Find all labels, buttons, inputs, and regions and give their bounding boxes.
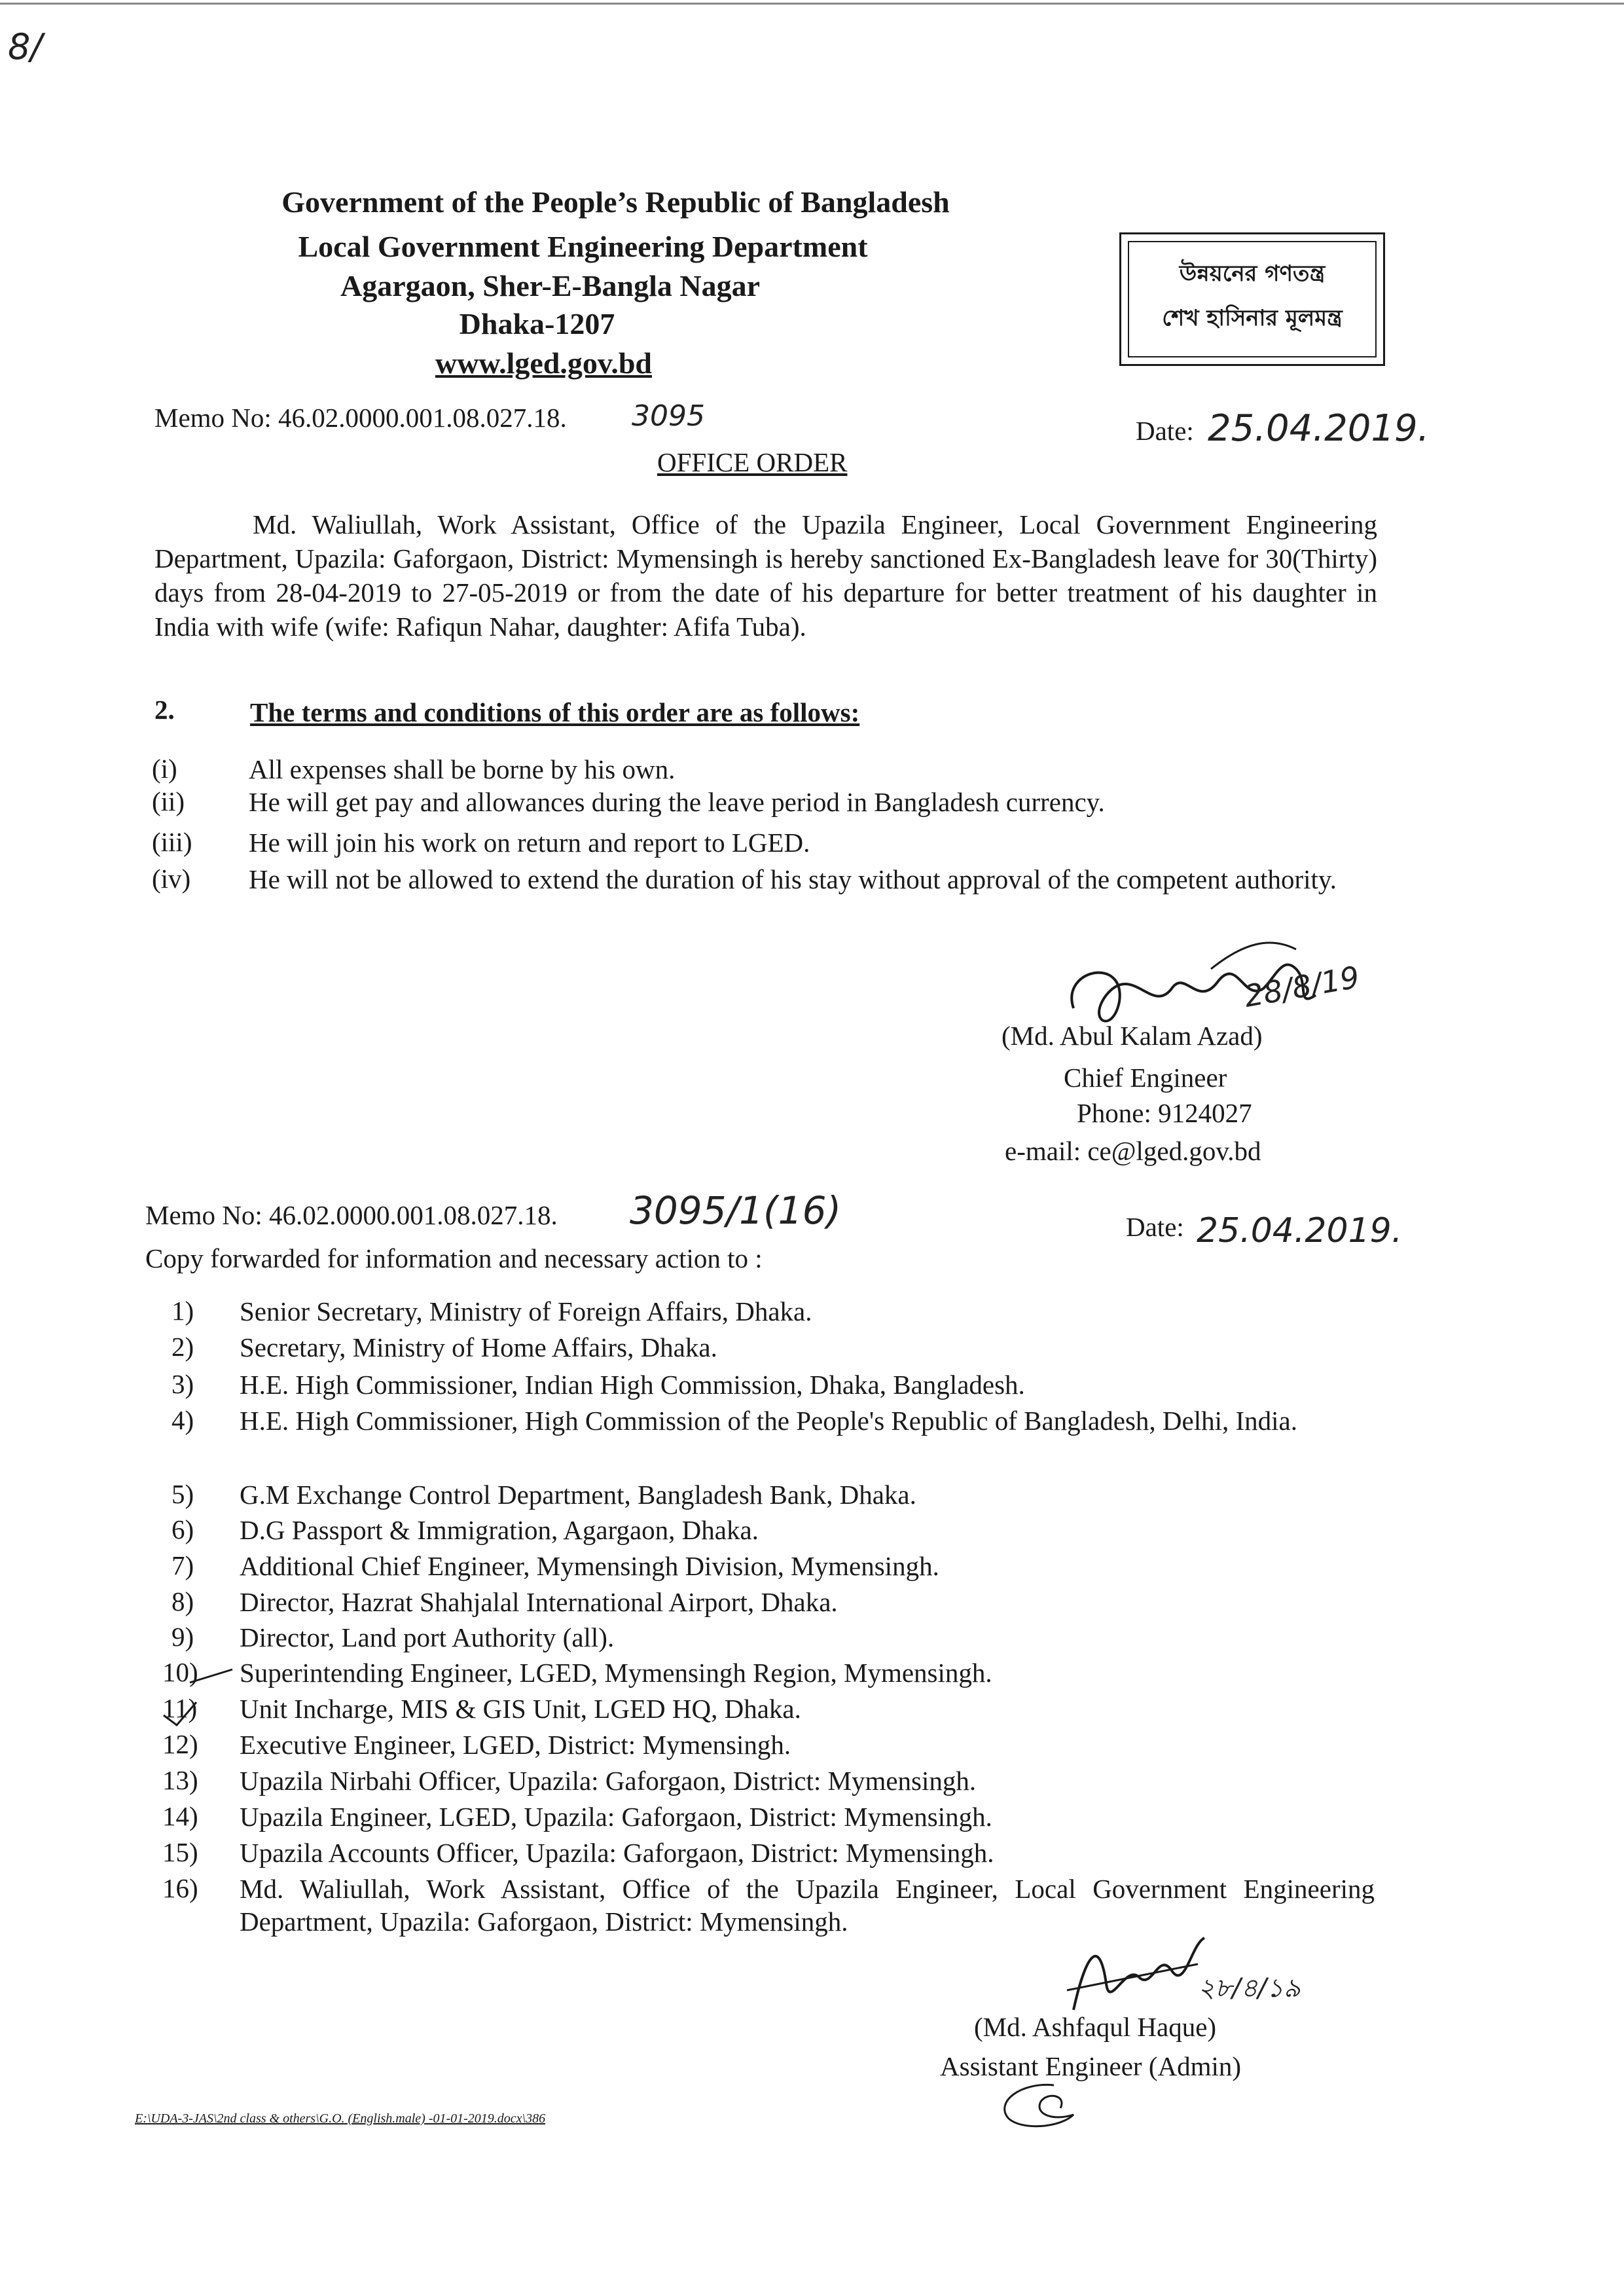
- copy-forwarded-line: Copy forwarded for information and necessary action to :: [145, 1243, 763, 1273]
- slogan-box: [1119, 232, 1385, 366]
- recipient-number: 11): [162, 1693, 198, 1723]
- recipient-number: 6): [171, 1514, 194, 1544]
- signatory2-title: Assistant Engineer (Admin): [940, 2051, 1242, 2081]
- term-text: All expenses shall be borne by his own.: [249, 754, 676, 784]
- term-label: (iv): [152, 864, 191, 894]
- recipient-text: G.M Exchange Control Department, Bangladesh Bank, Dhaka.: [240, 1480, 916, 1510]
- recipient-text: Executive Engineer, LGED, District: Mymensingh.: [240, 1730, 791, 1760]
- recipient-number: 3): [171, 1369, 194, 1399]
- recipient-number: 13): [162, 1765, 198, 1795]
- corner-mark: 8/: [8, 26, 43, 67]
- recipient-number: 10): [162, 1657, 198, 1687]
- office-order-title: OFFICE ORDER: [657, 447, 848, 477]
- recipient-text: Director, Land port Authority (all).: [240, 1622, 615, 1652]
- signatory2-name: (Md. Ashfaqul Haque): [974, 2012, 1217, 2042]
- signatory1-phone: Phone: 9124027: [1077, 1098, 1252, 1128]
- memo1-date-label: Date:: [1136, 416, 1194, 446]
- term-label: (ii): [152, 786, 185, 816]
- signature2-date: ২৮/৪/১৯: [1198, 1973, 1301, 2003]
- initials-mark: [982, 2075, 1087, 2134]
- handwritten-check-mark: [151, 1656, 242, 1728]
- header-line-3: Agargaon, Sher-E-Bangla Nagar: [340, 269, 760, 302]
- recipient-number: 14): [162, 1801, 198, 1831]
- recipient-text: H.E. High Commissioner, High Commission of the People's Republic of Bangladesh, Delhi, India.: [240, 1406, 1297, 1436]
- recipient-text: Director, Hazrat Shahjalal International Airport, Dhaka.: [240, 1587, 838, 1617]
- slogan-box-inner: [1128, 241, 1377, 357]
- terms-heading: The terms and conditions of this order are as follows:: [250, 697, 860, 727]
- recipient-number: 1): [171, 1296, 194, 1326]
- recipient-number: 15): [162, 1837, 198, 1867]
- recipient-text: D.G Passport & Immigration, Agargaon, Dhaka.: [240, 1515, 759, 1545]
- signatory1-email: e-mail: ce@lged.gov.bd: [1005, 1136, 1261, 1166]
- recipient-text: Upazila Accounts Officer, Upazila: Gaforgaon, District: Mymensingh.: [240, 1838, 994, 1868]
- terms-number: 2.: [154, 695, 175, 725]
- signature1-date: 28/8/19: [1241, 959, 1362, 1014]
- recipient-number: 7): [171, 1550, 194, 1580]
- recipient-text: Unit Incharge, MIS & GIS Unit, LGED HQ, Dhaka.: [240, 1694, 801, 1724]
- recipient-text: H.E. High Commissioner, Indian High Commission, Dhaka, Bangladesh.: [240, 1370, 1025, 1400]
- memo1-handwritten-number: 3095: [632, 399, 705, 433]
- term-text: He will get pay and allowances during the leave period in Bangladesh currency.: [249, 787, 1105, 817]
- signatory1-title: Chief Engineer: [1064, 1063, 1227, 1093]
- recipient-text: Superintending Engineer, LGED, Mymensingh Region, Mymensingh.: [240, 1658, 992, 1688]
- recipient-text: Secretary, Ministry of Home Affairs, Dhaka.: [240, 1332, 717, 1362]
- memo2-handwritten-number: 3095/1(16): [630, 1188, 842, 1233]
- slogan-line-2: শেখ হাসিনার মূলমন্ত্র: [1162, 305, 1343, 331]
- term-label: (i): [152, 754, 177, 784]
- slogan-line-1: উন্নয়নের গণতন্ত্র: [1179, 261, 1326, 287]
- recipient-number: 9): [171, 1622, 194, 1652]
- memo1-number-label: Memo No: 46.02.0000.001.08.027.18.: [154, 403, 567, 433]
- header-website[interactable]: www.lged.gov.bd: [435, 346, 653, 380]
- recipient-number: 8): [171, 1586, 194, 1616]
- memo2-handwritten-date: 25.04.2019.: [1197, 1211, 1403, 1250]
- recipient-number: 16): [162, 1873, 198, 1903]
- term-text: He will not be allowed to extend the duration of his stay without approval of the competent authority.: [249, 864, 1337, 894]
- recipient-text: Senior Secretary, Ministry of Foreign Affairs, Dhaka.: [240, 1296, 812, 1326]
- signatory1-name: (Md. Abul Kalam Azad): [1001, 1021, 1263, 1051]
- memo1-handwritten-date: 25.04.2019.: [1208, 407, 1430, 450]
- footer-file-path: E:\UDA-3-JAS\2nd class & others\G.O. (English.male) -01-01-2019.docx\386: [135, 2111, 546, 2126]
- term-label: (iii): [152, 827, 192, 857]
- order-paragraph: Md. Waliullah, Work Assistant, Office of the Upazila Engineer, Local Government Engineering Department, Upazila: Gaforgaon, District: Mymensingh is hereby sanctioned Ex-Bangladesh leave for 30(Thirty) days from 28-04-2019 to 27-05-2019 or from the date of his departure for better treatment of his daughter in India with wife (wife: Rafiqun Nahar, daughter: Afifa Tuba).: [154, 509, 1377, 642]
- recipient-number: 4): [171, 1405, 194, 1435]
- recipient-text: Additional Chief Engineer, Mymensingh Division, Mymensingh.: [240, 1551, 939, 1581]
- recipient-number: 5): [171, 1479, 194, 1509]
- recipient-number: 2): [171, 1332, 194, 1362]
- scan-edge-line: [0, 3, 1624, 5]
- header-line-2: Local Government Engineering Department: [298, 230, 868, 263]
- header-line-1: Government of the People’s Republic of Bangladesh: [281, 185, 950, 219]
- recipient-number: 12): [162, 1729, 198, 1759]
- recipient-text: Upazila Engineer, LGED, Upazila: Gaforgaon, District: Mymensingh.: [240, 1802, 992, 1832]
- term-text: He will join his work on return and report to LGED.: [249, 828, 810, 858]
- recipient-text: Upazila Nirbahi Officer, Upazila: Gaforgaon, District: Mymensingh.: [240, 1766, 977, 1796]
- recipient-text: Md. Waliullah, Work Assistant, Office of the Upazila Engineer, Local Government Engineering Department, Upazila: Gaforgaon, District: Mymensingh.: [240, 1874, 1375, 1937]
- header-line-4: Dhaka-1207: [459, 307, 615, 340]
- memo2-number-label: Memo No: 46.02.0000.001.08.027.18.: [145, 1200, 558, 1230]
- memo2-date-label: Date:: [1126, 1212, 1184, 1242]
